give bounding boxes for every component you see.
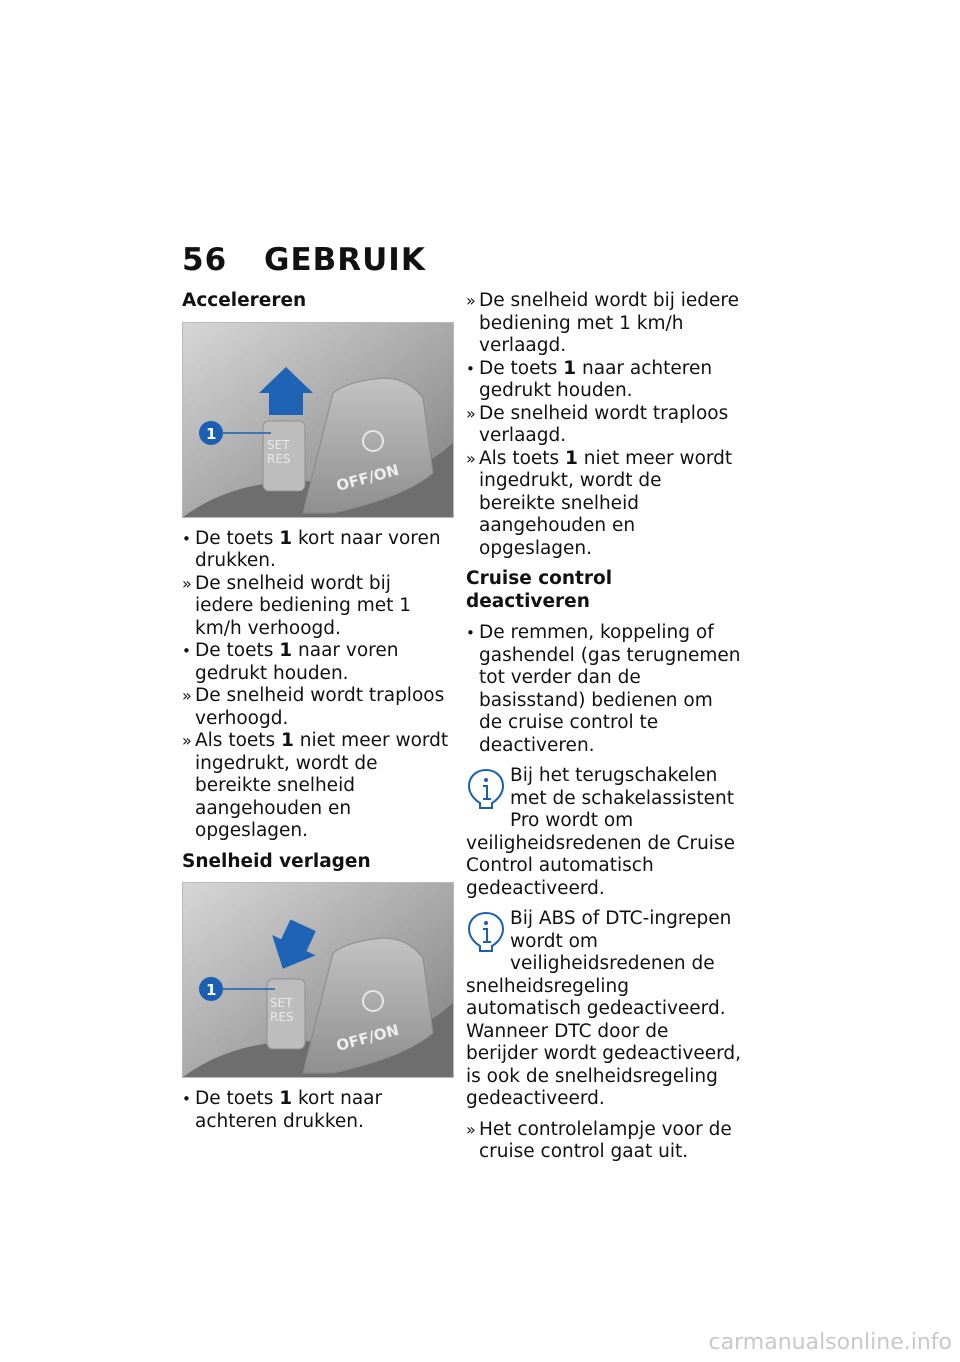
note-text: Bij ABS of DTC-ingrepen wordt om veiligheidsredenen de snelheidsregeling automatisch gedeactiveerd. Wanneer DTC door de berijder wordt gedeactiveerd, is ook de snelheidsregeling gedeactiveerd. [466,908,741,1109]
info-note [466,765,741,900]
page-title: GEBRUIK [264,242,426,278]
key-label-set: SET [267,437,290,452]
list-item: » Als toets 1 niet meer wordt ingedrukt, wordt de bereikte snelheid aangehouden en opgeslagen. [182,730,449,841]
switch-illustration-up [183,323,453,517]
list-item: • De toets 1 naar voren gedrukt houden. [182,640,399,684]
callout-number: 1 [206,981,217,999]
key-label-res: RES [267,451,291,466]
page-header [182,242,426,278]
figure-accelerate [182,322,454,518]
section-title-accelereren: Accelereren [182,290,307,311]
list-item: • De remmen, koppeling of gashendel (gas terugnemen tot verder dan de basisstand) bedienen om de cruise control te deactiveren. [466,622,741,756]
note-text: Bij het terugschakelen met de schakelassistent Pro wordt om veiligheidsredenen de Cruise Control automatisch gedeactiveerd. [466,765,735,899]
switch-label: OFF/ON [334,460,401,495]
info-icon [466,767,506,811]
list-item: • De toets 1 kort naar voren drukken. [182,527,441,571]
switch-label: OFF/ON [334,1020,401,1055]
list-item: » De snelheid wordt bij iedere bediening met 1 km/h verhoogd. [182,572,412,639]
info-note [466,908,741,1111]
section-title-snelheid-verlagen: Snelheid verlagen [182,850,371,872]
info-icon [466,910,506,954]
list-item: • De toets 1 kort naar achteren drukken. [182,1088,383,1132]
left-column [182,290,454,1133]
section-title-cruise-control-deactiveren: Cruise control deactiveren [466,568,613,612]
callout-number: 1 [206,424,217,443]
key-label-set: SET [270,996,293,1010]
list-item: » Als toets 1 niet meer wordt ingedrukt, wordt de bereikte snelheid aangehouden en opgeslagen. [466,447,733,559]
switch-illustration-down [183,883,453,1077]
right-column [466,290,741,1164]
list-item: » De snelheid wordt traploos verhoogd. [182,685,445,729]
page-number: 56 [182,242,228,278]
list-item: » De snelheid wordt traploos verlaagd. [466,402,729,446]
key-label-res: RES [270,1010,294,1024]
list-item: • De toets 1 naar achteren gedrukt houden. [466,357,713,401]
list-item: » De snelheid wordt bij iedere bediening met 1 km/h verlaagd. [466,290,740,356]
watermark: carmanualsonline.info [708,1330,952,1355]
list-item: » Het controlelampje voor de cruise control gaat uit. [466,1118,732,1162]
figure-decelerate [182,882,454,1078]
